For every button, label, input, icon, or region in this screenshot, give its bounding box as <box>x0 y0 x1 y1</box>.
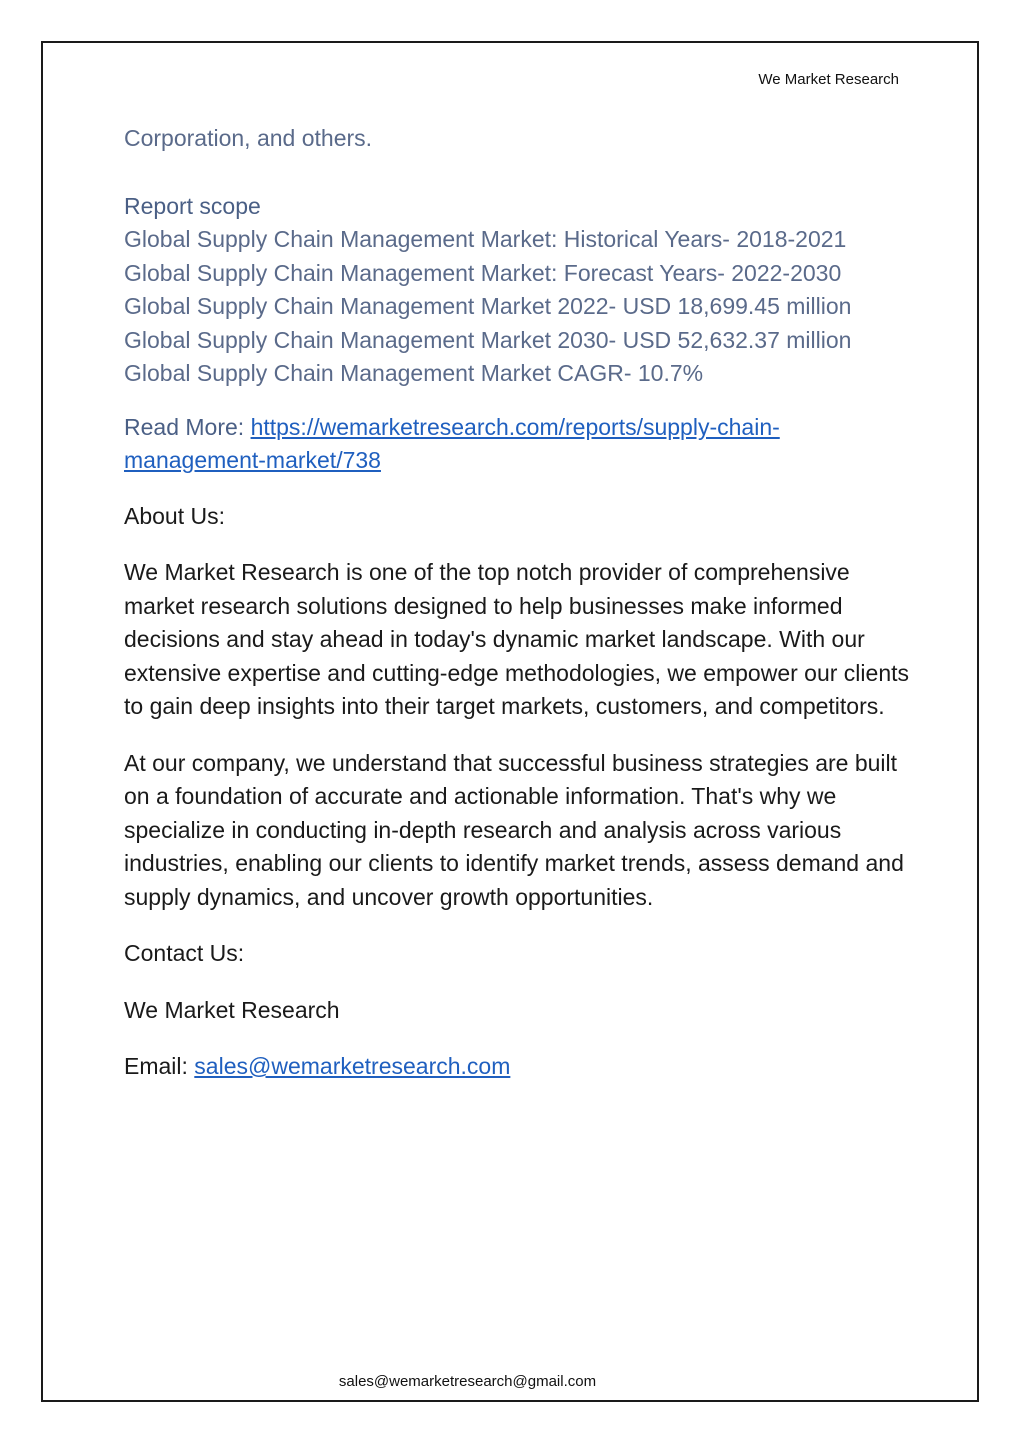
scope-line-cagr: Global Supply Chain Management Market CAGR- 10.7% <box>124 360 704 386</box>
report-scope-section <box>124 190 914 391</box>
about-paragraph-1: We Market Research is one of the top notch provider of comprehensive market research solutions designed to help businesses make informed decisions and stay ahead in today's dynamic market landscape. With our extensive expertise and cutting-edge methodologies, we empower our clients to gain deep insights into their target markets, customers, and competitors. <box>124 559 909 719</box>
page-header: We Market Research <box>758 71 899 88</box>
email-link[interactable]: sales@wemarketresearch.com <box>194 1053 511 1079</box>
report-scope-title: Report scope <box>124 192 261 219</box>
read-more-label: Read More: <box>124 413 251 440</box>
about-paragraph-2: At our company, we understand that successful business strategies are built on a foundation of accurate and actionable information. That's why we specialize in conducting in-depth research and analysis across various industries, enabling our clients to identify market trends, assess demand and supply dynamics, and uncover growth opportunities. <box>124 749 904 910</box>
scope-line-historical: Global Supply Chain Management Market: Historical Years- 2018-2021 <box>124 226 847 252</box>
intro-tail: Corporation, and others. <box>124 125 373 151</box>
contact-company: We Market Research <box>124 996 340 1023</box>
about-us-heading: About Us: <box>124 502 225 529</box>
email-label: Email: <box>124 1053 195 1079</box>
contact-email <box>124 1050 914 1084</box>
scope-line-2022: Global Supply Chain Management Market 2022- USD 18,699.45 million <box>124 293 852 319</box>
page-footer: sales@wemarketresearch@gmail.com <box>338 1373 597 1390</box>
contact-us-heading: Contact Us: <box>124 940 245 966</box>
document-body <box>124 122 914 1084</box>
scope-line-forecast: Global Supply Chain Management Market: Forecast Years- 2022-2030 <box>124 259 842 286</box>
read-more-link[interactable]: https://wemarketresearch.com/reports/supply-chain-management-market/738 <box>124 413 780 473</box>
scope-line-2030: Global Supply Chain Management Market 2030- USD 52,632.37 million <box>124 326 852 353</box>
read-more <box>124 411 914 478</box>
